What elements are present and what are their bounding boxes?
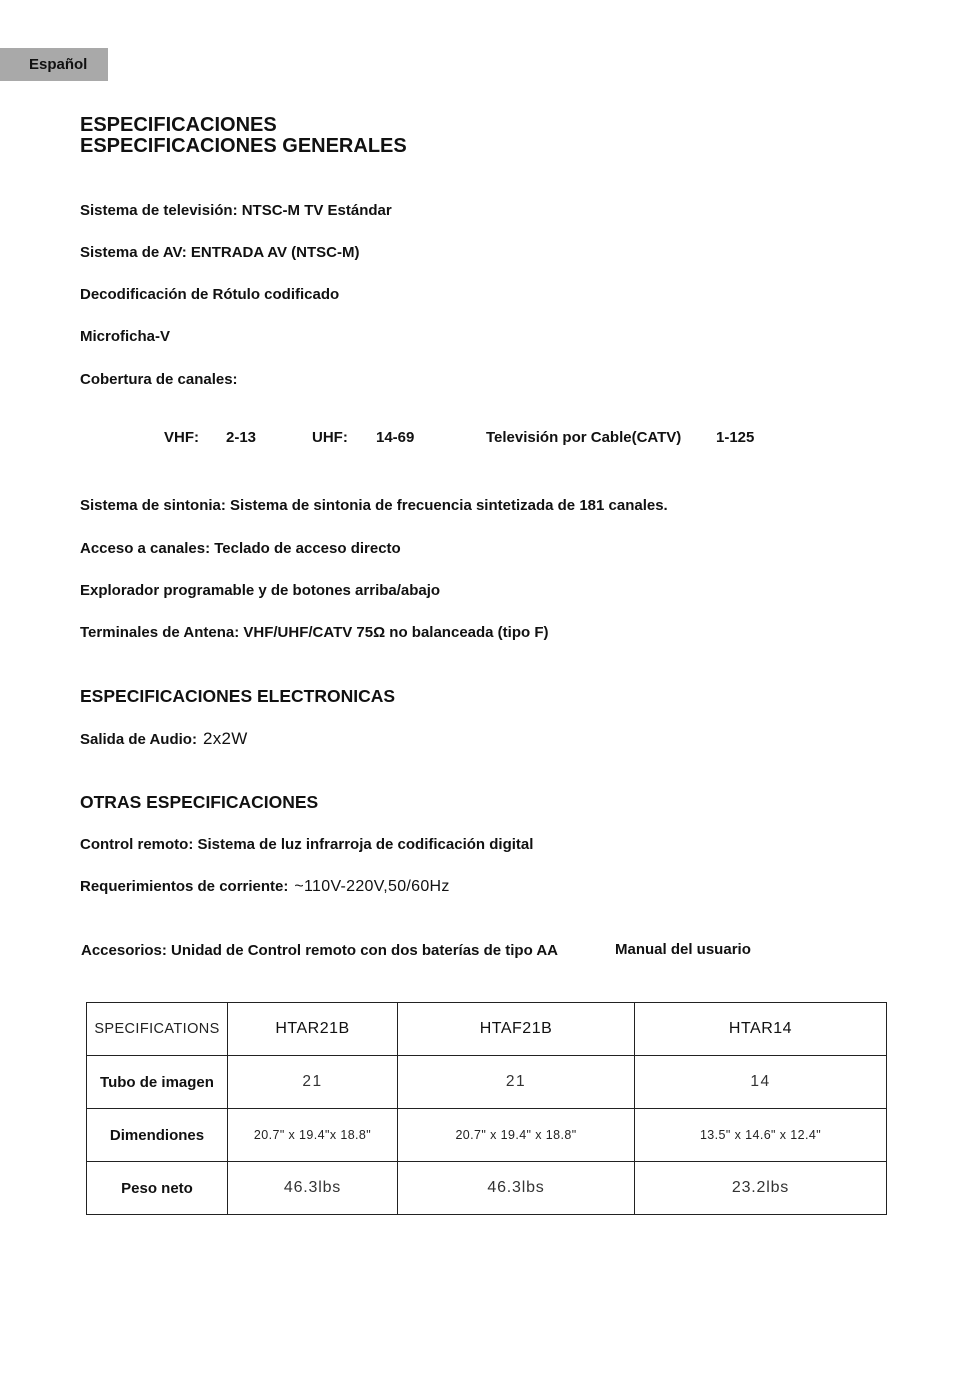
scanner-line: Explorador programable y de botones arriba/abajo <box>80 582 441 599</box>
electronic-specs-heading: ESPECIFICACIONES ELECTRONICAS <box>80 686 396 706</box>
table-cell: 20.7" x 19.4" x 18.8" <box>398 1109 635 1162</box>
general-specs-heading: ESPECIFICACIONES GENERALES <box>80 135 407 157</box>
tuning-line: Sistema de sintonia: Sistema de sintonia de frecuencia sintetizada de 181 canales. <box>80 497 668 514</box>
table-row <box>87 1056 887 1109</box>
table-cell: 46.3lbs <box>228 1162 398 1215</box>
table-row <box>87 1109 887 1162</box>
audio-label: Salida de Audio: <box>80 731 197 748</box>
antenna-line: Terminales de Antena: VHF/UHF/CATV 75Ω no balanceada (tipo F) <box>80 624 549 641</box>
table-cell: 13.5" x 14.6" x 12.4" <box>635 1109 887 1162</box>
audio-value: 2x2W <box>202 729 248 748</box>
catv-range: 1-125 <box>716 429 755 446</box>
table-corner-cell: SPECIFICATIONS <box>87 1003 228 1056</box>
table-cell: 46.3lbs <box>398 1162 635 1215</box>
model-header: HTAR21B <box>228 1003 398 1056</box>
accessories-line: Accesorios: Unidad de Control remoto con dos baterías de tipo AA <box>81 942 559 959</box>
manual-line: Manual del usuario <box>615 941 751 958</box>
model-header: HTAF21B <box>398 1003 635 1056</box>
table-cell: 20.7" x 19.4"x 18.8" <box>228 1109 398 1162</box>
coverage-label: Cobertura de canales: <box>80 371 238 388</box>
caption-line: Decodificación de Rótulo codificado <box>80 286 340 303</box>
table-row <box>87 1162 887 1215</box>
model-header: HTAR14 <box>635 1003 887 1056</box>
vchip-line: Microficha-V <box>80 328 171 345</box>
power-label: Requerimientos de corriente: <box>80 878 289 895</box>
row-label: Tubo de imagen <box>87 1056 228 1109</box>
audio-line <box>80 730 248 749</box>
power-value: ~110V-220V,50/60Hz <box>294 878 450 895</box>
uhf-range: 14-69 <box>376 429 415 446</box>
vhf-range: 2-13 <box>226 429 257 446</box>
tv-system-line: Sistema de televisión: NTSC-M TV Estándar <box>80 202 392 219</box>
av-system-line: Sistema de AV: ENTRADA AV (NTSC-M) <box>80 244 360 261</box>
spec-table <box>86 1002 887 1215</box>
table-cell: 21 <box>228 1056 398 1109</box>
table-cell: 23.2lbs <box>635 1162 887 1215</box>
power-line <box>80 878 450 896</box>
language-tab: Español <box>0 48 108 81</box>
row-label: Dimendiones <box>87 1109 228 1162</box>
table-header-row <box>87 1003 887 1056</box>
other-specs-heading: OTRAS ESPECIFICACIONES <box>80 792 319 812</box>
vhf-label: VHF: <box>164 429 199 446</box>
table-cell: 21 <box>398 1056 635 1109</box>
access-line: Acceso a canales: Teclado de acceso directo <box>80 540 401 557</box>
page-title: ESPECIFICACIONES <box>80 114 277 136</box>
row-label: Peso neto <box>87 1162 228 1215</box>
catv-label: Televisión por Cable(CATV) <box>486 429 682 446</box>
table-cell: 14 <box>635 1056 887 1109</box>
uhf-label: UHF: <box>312 429 348 446</box>
remote-line: Control remoto: Sistema de luz infrarroja de codificación digital <box>80 836 534 853</box>
